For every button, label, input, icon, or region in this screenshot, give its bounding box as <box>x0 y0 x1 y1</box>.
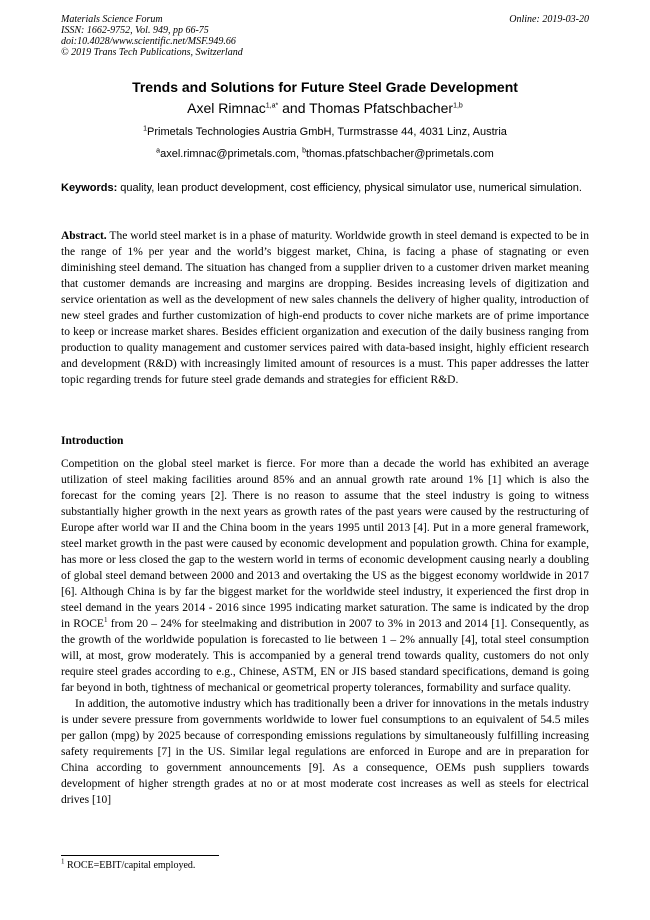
author-emails <box>0 148 650 160</box>
email-b-mark: b <box>302 147 306 155</box>
footnote-reference: 1 <box>103 616 108 625</box>
introduction-body <box>61 456 589 808</box>
email-a: axel.rimnac@primetals.com, <box>160 148 303 160</box>
journal-header <box>61 14 243 58</box>
online-date: Online: 2019-03-20 <box>509 14 589 25</box>
footnote <box>61 857 196 871</box>
author-1-affiliation-mark: 1,a* <box>265 102 279 110</box>
author-line <box>0 100 650 116</box>
introduction-paragraph-2: In addition, the automotive industry which has traditionally been a driver for innovations in the metals industry is under severe pressure from governments worldwide to lower fuel consumptions to an equivalent of 54.5 miles per gallon (mpg) by 2025 because of corresponding emissions regulations by simultaneously fulfilling increasing safety requirements [7] in the US. Similar legal regulations are enforced in Europe and are in preparation for China according to government announcements [9]. As a consequence, OEMs push suppliers towards development of higher strength grades at no or at most moderate cost increases as well as steels for electrical drives [10] <box>61 698 589 806</box>
affiliation-mark: 1 <box>143 125 147 133</box>
affiliation-text: Primetals Technologies Austria GmbH, Turmstrasse 44, 4031 Linz, Austria <box>147 126 507 138</box>
abstract-label: Abstract. <box>61 230 107 242</box>
copyright-line: © 2019 Trans Tech Publications, Switzerland <box>61 47 243 58</box>
author-2-affiliation-mark: 1,b <box>453 102 463 110</box>
journal-name: Materials Science Forum <box>61 14 163 25</box>
author-conjunction: and <box>278 100 310 116</box>
introduction-paragraph-1 <box>61 456 589 696</box>
doi-line: doi:10.4028/www.scientific.net/MSF.949.66 <box>61 36 236 47</box>
footnote-separator <box>61 855 219 856</box>
footnote-text: ROCE=EBIT/capital employed. <box>64 860 196 871</box>
footnote-mark: 1 <box>61 857 65 866</box>
email-b: thomas.pfatschbacher@primetals.com <box>305 148 494 160</box>
abstract <box>61 228 589 388</box>
email-a-mark: a <box>156 147 161 155</box>
issn-line: ISSN: 1662-9752, Vol. 949, pp 66-75 <box>61 25 209 36</box>
keywords-text: quality, lean product development, cost efficiency, physical simulator use, numerical simulation. <box>117 182 582 194</box>
affiliation <box>0 126 650 138</box>
paragraph-text: Competition on the global steel market is fierce. For more than a decade the world has exhibited an average utilization of steel making facilities around 85% and an annual growth rate around 1% [1] which is also the forecast for the coming years [2]. There is no reason to assume that the steel industry is going to witness substantially higher growth in the next years as growth rates of the past years were caused by the restructuring of Europe after world war II and the China boom in the years 1995 until 2013 [4]. Put in a more general framework, steel market growth in the past were caused by economic development and population growth. China for example, has more or less closed the gap to the western world in terms of economic development causing nearly a doubling of global steel demand between 2000 and 2013 and overtaking the US as the biggest economy worldwide in 2017 [6]. Although China is by far the biggest market for the worldwide steel industry, it experienced the first drop in steel demand in the years 2014 - 2016 since 1995 indicating market saturation. The same is indicated by the drop in ROCE <box>61 458 589 630</box>
abstract-text: The world steel market is in a phase of maturity. Worldwide growth in steel demand is expected to be in the range of 1% per year and the world’s biggest market, China, is facing a phase of stagnating or even diminishing steel demand. The situation has changed from a supplier driven to a customer driven market meaning that customer demands are increasing and margins are dropping. Besides increasing levels of digitization and service orientation as well as the development of new sales channels the delivery of higher quality, introduction of new steel grades and further customization of high-end products to cover niche markets are of prime importance to keep or increase market shares. Besides efficient organization and execution of the daily business ranging from production to quality management and customer services paired with data-based insight, highly efficient research and development (R&D) with increasingly limited amount of resources is a must. This paper addresses the latter topic regarding trends for future steel grade demands and strategies for efficient R&D. <box>61 230 589 386</box>
paper-title: Trends and Solutions for Future Steel Grade Development <box>132 79 518 95</box>
keywords-label: Keywords: <box>61 182 118 194</box>
author-1: Axel Rimnac <box>187 100 266 116</box>
author-2: Thomas Pfatschbacher <box>309 100 454 116</box>
introduction-heading: Introduction <box>61 435 124 447</box>
keywords <box>61 181 588 195</box>
paragraph-text: from 20 – 24% for steelmaking and distribution in 2007 to 3% in 2013 and 2014 [1]. Consequently, as the growth of the worldwide population is forecasted to lie between 1 – 2% annually [4], total steel consumption will, at most, grow moderately. This is accompanied by a general trend towards quality, customers do not only require steel grades according to e.g., Chinese, ASTM, EN or JIS based standard specifications, demand is going far beyond in both, tightness of mechanical or geometrical property tolerances, formability and surface quality. <box>61 618 589 694</box>
